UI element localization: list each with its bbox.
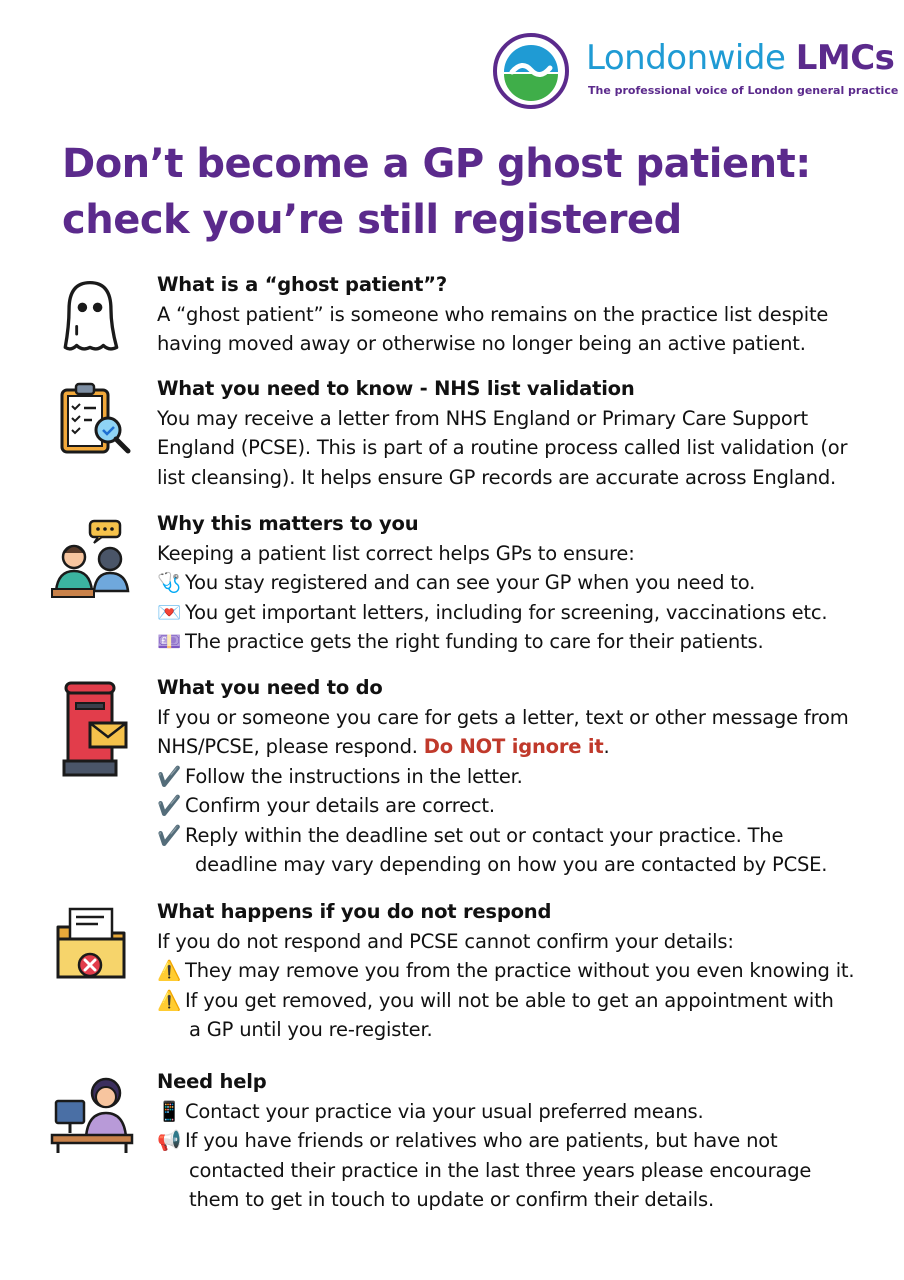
receptionist-computer-icon — [50, 1071, 134, 1155]
body-text: You may receive a letter from NHS England or Primary Care Support — [157, 406, 808, 430]
love-letter-icon: 💌 — [157, 600, 182, 624]
list-item: 📱 Contact your practice via your usual preferred means. — [157, 1097, 887, 1127]
doctor-patient-icon — [50, 517, 134, 601]
page-title: Don’t become a GP ghost patient: check you’re still registered — [62, 141, 811, 243]
warning-icon: ⚠️ — [157, 988, 182, 1012]
list-item: 💌 You get important letters, including for screening, vaccinations etc. — [157, 598, 887, 628]
list-item: ✔️ Confirm your details are correct. — [157, 791, 887, 821]
section-heading: What you need to do — [157, 676, 383, 699]
body-text: If you or someone you care for gets a letter, text or other message from — [157, 705, 849, 729]
list-item-continuation: a GP until you re-register. — [189, 1018, 433, 1041]
body-text: list cleansing). It helps ensure GP records are accurate across England. — [157, 465, 837, 489]
postbox-icon — [50, 679, 134, 779]
warning-icon: ⚠️ — [157, 959, 182, 982]
section-heading: What is a “ghost patient”? — [157, 273, 447, 296]
list-item: ✔️ Follow the instructions in the letter. — [157, 762, 887, 792]
check-mark-icon: ✔️ — [157, 823, 182, 847]
section-heading: Need help — [157, 1070, 267, 1093]
list-item-continuation: deadline may vary depending on how you are contacted by PCSE. — [195, 853, 828, 876]
body-text: If you do not respond and PCSE cannot confirm your details: — [157, 929, 734, 953]
list-item-continuation: contacted their practice in the last three years please encourage — [189, 1158, 812, 1182]
megaphone-icon: 📢 — [157, 1129, 182, 1152]
rejected-folder-icon — [50, 903, 134, 987]
list-item: ⚠️ If you get removed, you will not be able to get an appointment with — [157, 986, 887, 1016]
stethoscope-icon: 🩺 — [157, 571, 182, 594]
list-item: ✔️ Reply within the deadline set out or contact your practice. The — [157, 821, 887, 851]
section-heading: What happens if you do not respond — [157, 900, 552, 923]
body-text: Keeping a patient list correct helps GPs to ensure: — [157, 541, 635, 565]
body-text: A “ghost patient” is someone who remains on the practice list despite — [157, 302, 829, 326]
list-item: ⚠️ They may remove you from the practice without you even knowing it. — [157, 956, 887, 986]
check-mark-icon: ✔️ — [157, 764, 182, 788]
clipboard-search-icon — [50, 380, 134, 464]
do-not-ignore-emphasis: Do NOT ignore it — [423, 735, 604, 758]
mobile-phone-icon: 📱 — [157, 1099, 182, 1123]
body-text: NHS/PCSE, please respond. Do NOT ignore it. — [157, 735, 610, 758]
logo-tagline: The professional voice of London general practice — [588, 84, 899, 97]
list-item: 💷 The practice gets the right funding to care for their patients. — [157, 627, 887, 657]
check-mark-icon: ✔️ — [157, 794, 182, 817]
lmc-logo-icon — [492, 32, 570, 110]
list-item: 📢 If you have friends or relatives who are patients, but have not — [157, 1126, 887, 1156]
section-heading: What you need to know - NHS list validation — [157, 377, 635, 400]
list-item-continuation: them to get in touch to update or confirm their details. — [189, 1188, 714, 1211]
list-item: 🩺 You stay registered and can see your GP when you need to. — [157, 568, 887, 598]
section-heading: Why this matters to you — [157, 512, 419, 535]
body-text: having moved away or otherwise no longer being an active patient. — [157, 332, 806, 355]
logo-wordmark: Londonwide LMCs — [586, 38, 895, 78]
banknote-icon: 💷 — [157, 630, 182, 653]
londonwide-lmcs-logo — [492, 32, 899, 112]
ghost-icon — [50, 270, 130, 360]
body-text: England (PCSE). This is part of a routine process called list validation (or — [157, 436, 848, 459]
